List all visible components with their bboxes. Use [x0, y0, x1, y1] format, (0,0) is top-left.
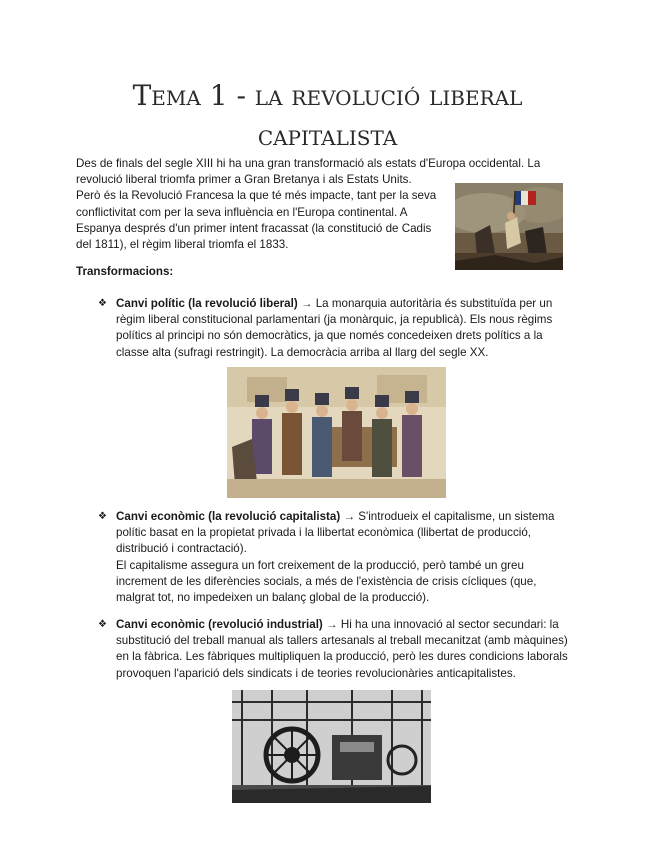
intro-line: Però és la Revolució Francesa la que té més impacte, tant per la seva: [76, 189, 437, 203]
intro-line: del 1811), el règim liberal triomfa el 1833.: [76, 238, 289, 252]
intro-line: Des de finals del segle XIII hi ha una gran transformació als estats d'Europa occidental. La: [76, 157, 541, 170]
arrow-icon: →: [340, 510, 359, 523]
bullet-line: polític basat en la propietat privada i la llibertat econòmica (llibertat de producció,: [116, 526, 532, 540]
bullet-economic-capitalist: [98, 509, 568, 606]
bullet-line: polítics al principi no són democràtics, ja que només concedeixen drets polítics a la: [116, 329, 543, 343]
bullet-heading: Canvi econòmic (la revolució capitalista): [116, 510, 341, 523]
bullet-line: La monarquia autoritària és substituïda per un: [315, 297, 553, 310]
bullet-line: règim liberal constitucional parlamentari (ja monàrquic, ja republicà). Els nous règims: [116, 313, 553, 327]
section-subheading: Transformacions:: [76, 265, 174, 278]
bullet-economic-industrial: [98, 617, 568, 682]
bullet-line: malgrat tot, no impedeixen un balanç global de la producció).: [116, 591, 430, 605]
bullet-line: distribució i contractació).: [116, 542, 247, 556]
bullet-line: Hi ha una innovació al sector secundari: la: [340, 618, 559, 631]
arrow-icon: →: [297, 297, 316, 310]
illustration-icon: [227, 367, 446, 498]
liberty-painting-image: [455, 183, 563, 270]
bullet-line: classe alta (sufragi restringit). La democràcia arriba al llarg del segle XX.: [116, 345, 489, 359]
intro-line: Espanya després d'un primer intent fracassat (la constitució de Cadis: [76, 221, 432, 235]
intro-line: conflictivitat com per la seva influència en l'Europa continental. A: [76, 205, 408, 219]
diamond-bullet-icon: ❖: [98, 298, 107, 309]
title-line-2: capitalista: [257, 119, 398, 152]
bullet-line: en la fàbrica. Les fàbriques multipliquen la producció, però les dures condicions laborals: [116, 650, 568, 664]
bullet-line: provoquen l'aparició dels sindicats i de teories revolucionàries anticapitalistes.: [116, 666, 516, 680]
bullet-line: substitució del treball manual als tallers artesanals al treball mecanitzat (amb màquines): [116, 634, 568, 648]
bullet-heading: Canvi polític (la revolució liberal): [116, 297, 298, 310]
intro-line: revolució liberal triomfa primer a Gran Bretanya i als Estats Units.: [76, 173, 412, 187]
bullet-line: El capitalisme assegura un fort creixement de la producció, però també un greu: [116, 558, 524, 572]
title-line-1: Tema 1 - la revolució liberal: [132, 79, 523, 112]
bullet-political-change: [98, 296, 568, 361]
factory-engraving-image: [232, 690, 431, 803]
arrow-icon: →: [322, 618, 341, 631]
diamond-bullet-icon: ❖: [98, 619, 107, 630]
page-title: [60, 76, 595, 156]
bullet-line: increment de les diferències socials, a més de l'existència de crisis cícliques (que,: [116, 574, 537, 588]
painting-icon: [455, 183, 563, 270]
diamond-bullet-icon: ❖: [98, 511, 107, 522]
election-illustration-image: [227, 367, 446, 498]
bullet-heading: Canvi econòmic (revolució industrial): [116, 618, 323, 631]
engraving-icon: [232, 690, 431, 803]
bullet-line: S'introdueix el capitalisme, un sistema: [358, 510, 555, 523]
